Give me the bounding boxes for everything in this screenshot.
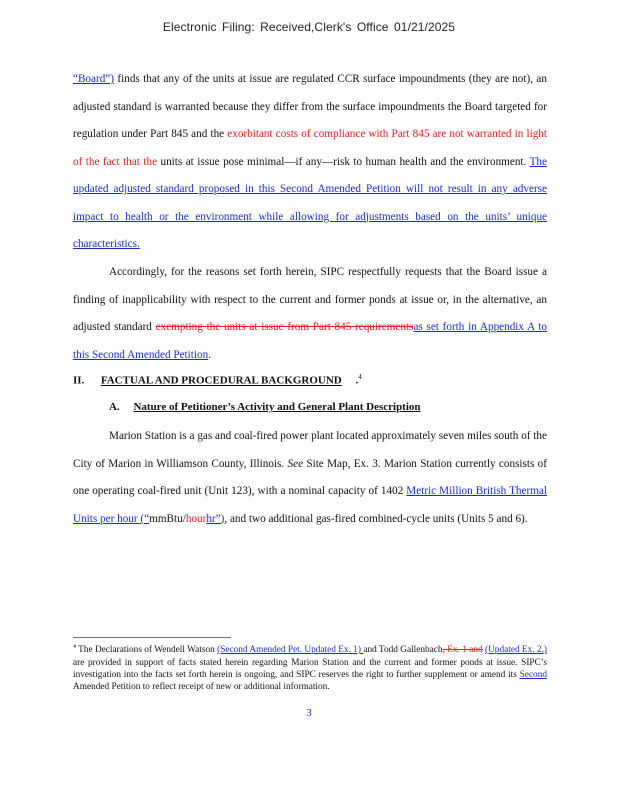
subsection-title: Nature of Petitioner’s Activity and General Plant Description [133,401,421,413]
body-text: units at issue pose minimal—if any—risk to human health and the environment. [157,155,530,168]
citation-signal: See [287,457,304,470]
paragraph-intro [73,66,547,259]
inserted-text: Metric Million British Thermal Units per hour (“ [73,485,547,525]
filing-header: Electronic Filing: Received,Clerk's Office 01/21/2025 [162,20,456,34]
page-number: 3 [306,707,312,719]
highlighted-text: hour [185,512,207,525]
subsection-letter: A. [109,401,120,413]
section-heading: II. FACTUAL AND PROCEDURAL BACKGROUND .$^4$ [73,373,362,387]
inserted-text: “Board”) [73,73,114,85]
footnote-text: The Declarations of Wendell Watson [76,645,218,656]
body-text: Marion Station is a gas and coal-fired power plant located approximately seven miles south of the City of Marion in Williamson County, Illinois. [73,430,547,470]
paragraph-request [73,259,547,369]
inserted-text: as set forth in Appendix A to this Second Amended Petition [73,321,547,361]
inserted-text: Second [519,669,547,680]
inserted-text: (Second Amended Pet. Updated Ex. 1) [217,645,364,656]
section-title: FACTUAL AND PROCEDURAL BACKGROUND [100,374,342,387]
deleted-text: exempting the units at issue from Part 845 requirements [155,321,414,333]
paragraph-plant-description [73,423,547,533]
footnote-text: and Todd Gallenbach [363,645,443,656]
body-text: mmBtu/ [149,512,186,525]
inserted-text: hr”) [206,512,225,525]
highlighted-text: exorbitant costs of compliance with Part 845 are not warranted in light of the fact that the [73,128,547,168]
inserted-text: (Updated Ex. 2,) [485,645,547,656]
body-text: , and two additional gas-fired combined-cycle units (Units 5 and 6). [224,512,528,525]
body-text: finds that any of the units at issue are regulated CCR surface impoundments (they are not), an adjusted standard is warranted because they differ from the surface impoundments the Board targeted for regulation under Part 845 and the [73,73,547,140]
footnote-ref: 4 [358,373,362,381]
footnote-text: are provided in support of facts stated herein regarding Marion Station and the current and former ponds at issue. SIPC’s investigation into the facts set forth herein is ongoing, and SIPC reserves the right to further supplement or amend its [73,657,547,680]
body-text: Accordingly, for the reasons set forth herein, SIPC respectfully requests that the Board issue a finding of inapplicability with respect to the current and former ponds at issue or, in the alternative, an adjusted standard [73,266,547,333]
footnote-number: 4 [73,644,76,650]
section-number: II. [73,374,85,387]
footnote-divider [73,637,231,638]
inserted-text: The updated adjusted standard proposed in this Second Amended Petition will not result in any adverse impact to health or the environment while allowing for adjustments based on the units’ unique characteristics. [73,155,547,250]
footnote-text: Amended Petition to reflect receipt of new or additional information. [73,682,330,693]
footnote [73,641,547,694]
subsection-heading [109,401,421,413]
deleted-text: , Ex. 1 and [442,645,483,656]
body-text: Site Map, Ex. 3. Marion Station currently consists of one operating coal-fired unit (Unit 123), with a nominal capacity of 1402 [73,457,547,497]
body-text: . [208,348,211,361]
